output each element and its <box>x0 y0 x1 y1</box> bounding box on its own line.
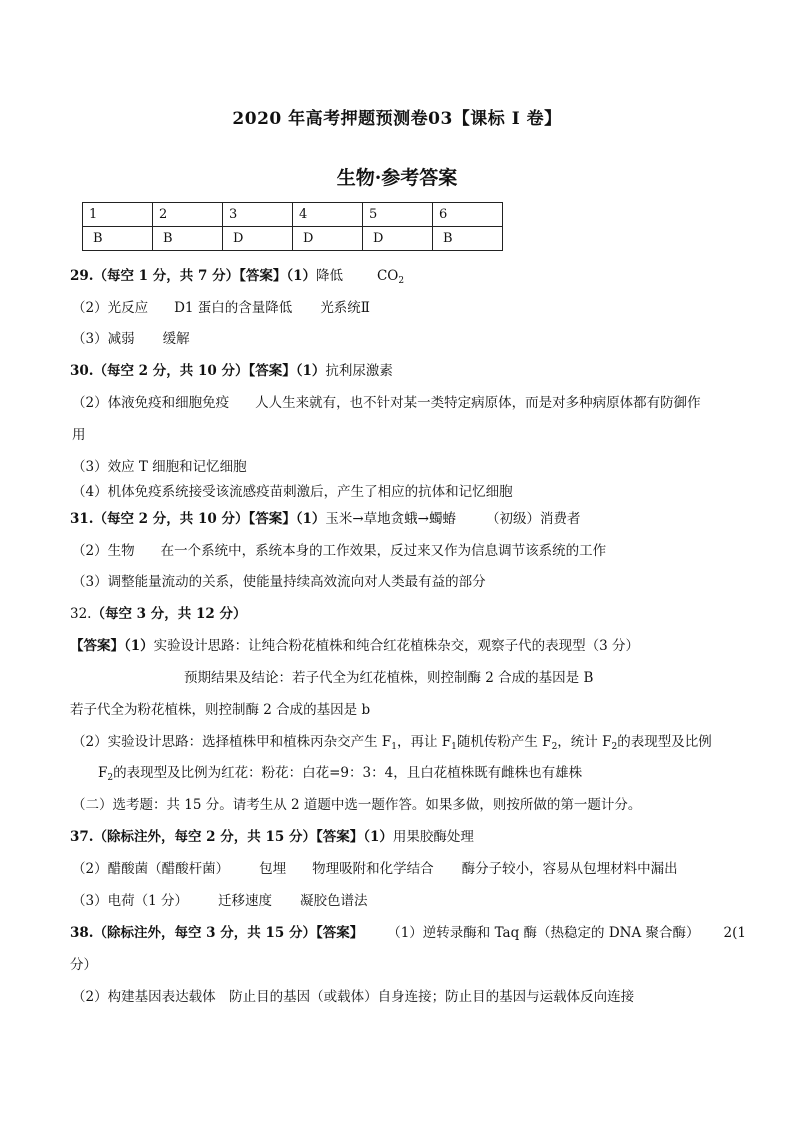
q32-line-3: 若子代全为粉花植株，则控制酶 2 合成的基因是 b <box>70 702 371 718</box>
q30-heading: 30.（每空 2 分，共 10 分）【答案】（1） <box>70 363 326 379</box>
q30-line-1: 30.（每空 2 分，共 10 分）【答案】（1）抗利尿激素 <box>70 363 393 379</box>
answer-cell: D <box>363 227 433 251</box>
q38-line-1-cont: 分） <box>70 957 97 973</box>
answer-cell: D <box>223 227 293 251</box>
question-number-cell: 4 <box>293 203 363 227</box>
q32-line-heading: 32.（每空 3 分，共 12 分） <box>70 606 247 622</box>
answer-cell: B <box>153 227 223 251</box>
q32-heading: （每空 3 分，共 12 分） <box>91 606 247 622</box>
q31-line-2: （2）生物 在一个系统中，系统本身的工作效果，反过来又作为信息调节该系统的工作 <box>72 543 607 559</box>
optional-section-note: （二）选考题：共 15 分。请考生从 2 道题中选一题作答。如果多做，则按所做的第一题计分。 <box>72 797 642 813</box>
answer-cell: D <box>293 227 363 251</box>
q38-line-2: （2）构建基因表达载体 防止目的基因（或载体）自身连接；防止目的基因与运载体反向连接 <box>72 989 635 1005</box>
q31-heading: 31.（每空 2 分，共 10 分）【答案】（1） <box>70 511 326 527</box>
q32-answer-label: 【答案】（1） <box>70 638 154 654</box>
q31-line-1: 31.（每空 2 分，共 10 分）【答案】（1）玉米→草地贪蛾→蠋蝽 （初级）消费者 <box>70 511 581 527</box>
q38-line-1: 38.（除标注外，每空 3 分，共 15 分）【答案】 （1）逆转录酶和 Taq 酶（热稳定的 DNA 聚合酶） 2(1 <box>70 925 746 941</box>
question-number-cell: 2 <box>153 203 223 227</box>
q30-line-4: （4）机体免疫系统接受该流感疫苗刺激后，产生了相应的抗体和记忆细胞 <box>72 484 513 500</box>
q29-line-1 <box>70 266 404 286</box>
q30-line-3: （3）效应 T 细胞和记忆细胞 <box>72 459 247 475</box>
question-number-cell: 5 <box>363 203 433 227</box>
q29-answer-2: $CO_2$ <box>376 268 405 286</box>
page-title: 2020 年高考押题预测卷03【课标 I 卷】 <box>232 109 562 129</box>
question-number-cell: 3 <box>223 203 293 227</box>
q29-heading: 29.（每空 1 分，共 7 分）【答案】（1） <box>70 268 316 284</box>
q29-line-3: （3）减弱 缓解 <box>72 331 190 347</box>
q31-line-3: （3）调整能量流动的关系，使能量持续高效流向对人类最有益的部分 <box>72 574 486 590</box>
answer-cell: B <box>433 227 503 251</box>
q30-line-2-cont: 用 <box>72 427 86 443</box>
q32-line-2: 预期结果及结论：若子代全为红花植株，则控制酶 2 合成的基因是 B <box>184 670 594 686</box>
answer-table <box>82 202 503 251</box>
answer-cell: B <box>83 227 153 251</box>
q29-line-2: （2）光反应 D1 蛋白的含量降低 光系统Ⅱ <box>72 300 370 316</box>
q30-line-2: （2）体液免疫和细胞免疫 人人生来就有，也不针对某一类特定病原体，而是对多种病原体都有防御作 <box>72 395 701 411</box>
q38-heading: 38.（除标注外，每空 3 分，共 15 分）【答案】 <box>70 925 364 941</box>
q32-line-5: $F_2$的表现型及比例为红花：粉花：白花=9：3：4，且白花植株既有雌株也有雄株 <box>98 765 583 783</box>
q32-line-1: 【答案】（1）实验设计思路：让纯合粉花植株和纯合红花植株杂交，观察子代的表现型（3 分） <box>70 638 640 654</box>
question-number-cell: 6 <box>433 203 503 227</box>
q32-line-4: （2）实验设计思路：选择植株甲和植株丙杂交产生 $F_1$，再让 $F_1$随机传粉产生 $F_2$，统计 $F_2$的表现型及比例 <box>72 734 712 752</box>
q37-line-2: （2）醋酸菌（醋酸杆菌） 包埋 物理吸附和化学结合 酶分子较小，容易从包埋材料中漏出 <box>72 861 678 877</box>
q37-line-3: （3）电荷（1 分） 迁移速度 凝胶色谱法 <box>72 893 368 909</box>
answer-table-number-row <box>83 203 503 227</box>
answer-table-answer-row <box>83 227 503 251</box>
question-number-cell: 1 <box>83 203 153 227</box>
q37-heading: 37.（除标注外，每空 2 分，共 15 分）【答案】（1） <box>70 829 393 845</box>
page-subtitle: 生物·参考答案 <box>336 167 458 189</box>
q37-line-1: 37.（除标注外，每空 2 分，共 15 分）【答案】（1）用果胶酶处理 <box>70 829 474 845</box>
q29-answer-1: 降低 <box>315 268 343 284</box>
